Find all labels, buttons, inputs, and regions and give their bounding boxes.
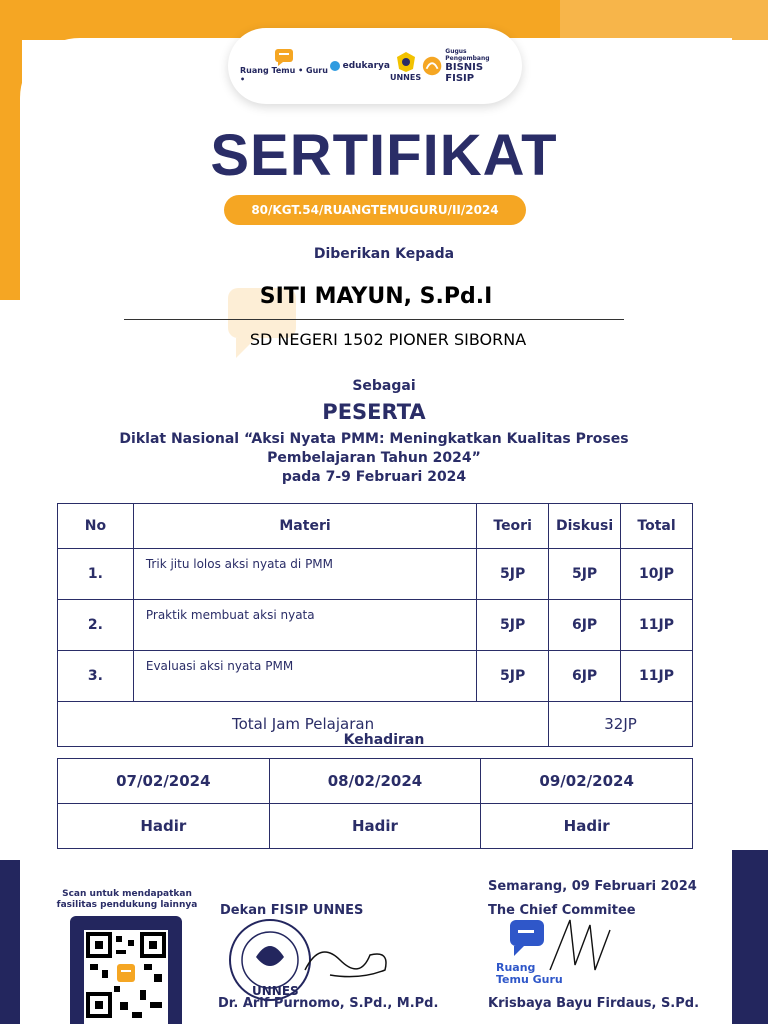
- ruang-temu-guru-logo: [240, 48, 329, 84]
- attendance-status: Hadir: [269, 804, 481, 849]
- committee-signature-icon: [540, 910, 620, 990]
- col-header-total: Total: [621, 504, 693, 549]
- dean-name: Dr. Arif Purnomo, S.Pd., M.Pd.: [218, 996, 439, 1011]
- row-total: 11JP: [621, 600, 693, 651]
- bisnis-fisip-logo-text: BISNIS FISIP: [445, 62, 484, 84]
- rtg-stamp-text: Ruang Temu Guru: [496, 961, 563, 986]
- certificate-number-badge: 80/KGT.54/RUANGTEMUGURU/II/2024: [224, 195, 526, 225]
- row-total: 10JP: [621, 549, 693, 600]
- qr-code-frame[interactable]: [70, 916, 182, 1024]
- bisnis-fisip-top-text: Gugus Pengembang: [445, 48, 490, 62]
- col-header-no: No: [58, 504, 134, 549]
- qr-code-icon: [84, 930, 168, 1024]
- qr-code[interactable]: [84, 930, 168, 1024]
- table-row: [58, 651, 693, 702]
- certificate-title: SERTIFIKAT: [210, 123, 558, 188]
- table-row: [58, 600, 693, 651]
- row-no: 1.: [58, 549, 134, 600]
- col-header-teori: Teori: [477, 504, 549, 549]
- orange-corner-band: [560, 0, 768, 40]
- row-teori: 5JP: [477, 651, 549, 702]
- row-no: 2.: [58, 600, 134, 651]
- col-header-materi: Materi: [133, 504, 476, 549]
- attendance-table: [57, 758, 693, 849]
- partner-logo-bar: [228, 28, 522, 104]
- dean-signature-icon: [300, 930, 400, 990]
- as-label: Sebagai: [352, 378, 416, 394]
- event-description: [100, 430, 648, 487]
- navy-right-band: [732, 850, 768, 1024]
- row-materi: Praktik membuat aksi nyata: [133, 600, 476, 651]
- committee-title: The Chief Commitee: [488, 903, 636, 918]
- place-date: Semarang, 09 Februari 2024: [488, 879, 697, 894]
- recipient-role: PESERTA: [322, 400, 426, 424]
- materi-table-header: [58, 504, 693, 549]
- row-teori: 5JP: [477, 600, 549, 651]
- row-materi: Evaluasi aksi nyata PMM: [133, 651, 476, 702]
- row-teori: 5JP: [477, 549, 549, 600]
- name-underline: [124, 319, 624, 320]
- attendance-dates-row: [58, 759, 693, 804]
- given-to-label: Diberikan Kepada: [313, 246, 455, 262]
- attendance-status: Hadir: [58, 804, 270, 849]
- row-diskusi: 6JP: [549, 600, 621, 651]
- row-no: 3.: [58, 651, 134, 702]
- event-line-3: pada 7-9 Februari 2024: [281, 469, 467, 485]
- attendance-status: Hadir: [481, 804, 693, 849]
- bisnis-fisip-mark-icon: [421, 55, 443, 77]
- unnes-emblem-icon: [395, 51, 417, 73]
- col-header-diskusi: Diskusi: [549, 504, 621, 549]
- attendance-date: 09/02/2024: [481, 759, 693, 804]
- dean-title: Dekan FISIP UNNES: [220, 903, 364, 918]
- chat-bubble-icon: [274, 48, 294, 66]
- row-diskusi: 5JP: [549, 549, 621, 600]
- total-value: 32JP: [549, 702, 693, 747]
- materi-table: [57, 503, 693, 747]
- total-label: Total Jam Pelajaran: [58, 702, 549, 747]
- recipient-school: SD NEGERI 1502 PIONER SIBORNA: [249, 330, 527, 349]
- event-line-1: Diklat Nasional “Aksi Nyata PMM: Meningkatkan Kualitas Proses: [119, 431, 629, 447]
- row-materi: Trik jitu lolos aksi nyata di PMM: [133, 549, 476, 600]
- ruang-temu-guru-logo-text: Ruang Temu • Guru •: [240, 66, 328, 84]
- unnes-logo-text: UNNES: [389, 72, 422, 82]
- row-total: 11JP: [621, 651, 693, 702]
- unnes-logo: [390, 51, 421, 82]
- attendance-title: Kehadiran: [343, 732, 425, 748]
- qr-caption: Scan untuk mendapatkan fasilitas pendukung lainnya: [56, 889, 198, 910]
- recipient-name: SITI MAYUN, S.Pd.I: [259, 284, 493, 309]
- attendance-date: 08/02/2024: [269, 759, 481, 804]
- attendance-date: 07/02/2024: [58, 759, 270, 804]
- row-diskusi: 6JP: [549, 651, 621, 702]
- event-line-2: Pembelajaran Tahun 2024”: [267, 450, 481, 466]
- committee-name: Krisbaya Bayu Firdaus, S.Pd.: [488, 996, 700, 1011]
- svg-text:UNNES: UNNES: [252, 984, 299, 998]
- attendance-status-row: [58, 804, 693, 849]
- bisnis-fisip-logo: [421, 48, 510, 84]
- rtg-stamp-icon: [496, 918, 546, 958]
- table-row: [58, 549, 693, 600]
- edukarya-logo: [329, 60, 390, 72]
- edukarya-logo-text: edukarya: [342, 61, 390, 71]
- edukarya-mark-icon: [329, 60, 341, 72]
